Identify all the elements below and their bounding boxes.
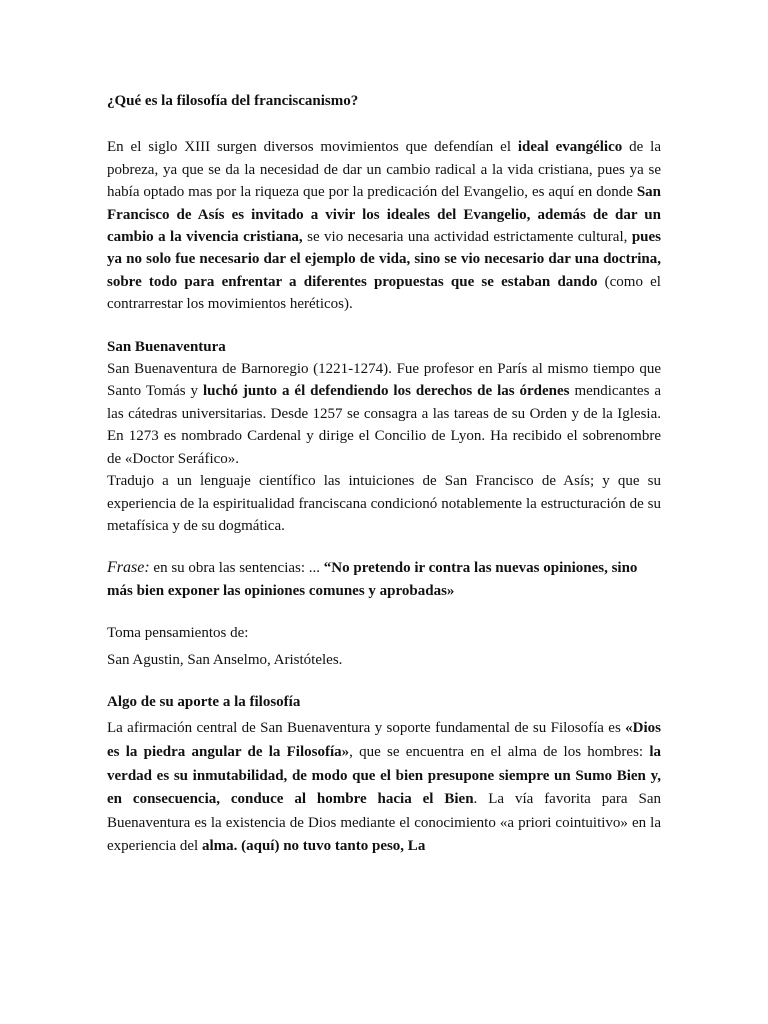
section-heading-buenaventura: San Buenaventura bbox=[107, 338, 226, 355]
text-run: , que se encuentra en el alma de los hombres: bbox=[349, 743, 650, 760]
toma-label: Toma pensamientos de: bbox=[107, 625, 249, 642]
paragraph-aporte bbox=[107, 717, 661, 859]
bold-run: San Francisco de Asís es invitado a vivir los ideales del Evangelio, además de dar un cambio a la vivencia cristiana, bbox=[107, 184, 661, 246]
text-run: de la pobreza, ya que se da la necesidad de dar un cambio radical a la vida cristiana, pues ya se había optado mas por la riqueza que por la predicación del Evangelio, es aquí en donde bbox=[107, 139, 661, 201]
bold-run: pues ya no solo fue necesario dar el ejemplo de vida, sino se vio necesario dar una doctrina, sobre todo para enfrentar a diferentes propuestas que se estaban dando bbox=[107, 229, 661, 290]
bold-run: la verdad es su inmutabilidad, de modo que el bien presupone siempre un Sumo Bien y, en consecuencia, conduce al hombre hacia el Bien bbox=[107, 743, 661, 808]
paragraph-buenaventura-bio bbox=[107, 358, 661, 470]
text-run: se vio necesaria una actividad estrictamente cultural, bbox=[302, 229, 632, 246]
text-run: (como el contrarrestar los movimientos heréticos). bbox=[107, 273, 661, 313]
paragraph-frase bbox=[107, 557, 661, 602]
bold-run: alma. (aquí) no tuvo tanto peso, La bbox=[201, 838, 426, 855]
text-run: . La vía favorita para San Buenaventura es la existencia de Dios mediante el conocimiento «a priori cointuitivo» en la experiencia del bbox=[107, 791, 661, 855]
bold-run: luchó junto a él defendiendo los derechos de las órdenes bbox=[202, 383, 570, 400]
text-run: San Buenaventura de Barnoregio (1221-1274). Fue profesor en París al mismo tiempo que Santo Tomás y bbox=[107, 361, 661, 400]
section-heading-franciscanismo: ¿Qué es la filosofía del franciscanismo? bbox=[107, 93, 359, 109]
bold-run: ideal evangélico bbox=[517, 139, 623, 156]
paragraph-buenaventura-tradujo: Tradujo a un lenguaje científico las intuiciones de San Francisco de Asís; y que su experiencia de la espiritualidad franciscana condicionó notablemente la estructuración de su metafísica y de su dogmática. bbox=[107, 473, 661, 534]
section-heading-aporte: Algo de su aporte a la filosofía bbox=[107, 693, 301, 710]
text-run: En el siglo XIII surgen diversos movimientos que defendían el bbox=[107, 139, 518, 156]
toma-list: San Agustin, San Anselmo, Aristóteles. bbox=[107, 651, 343, 668]
text-run: mendicantes a las cátedras universitarias. Desde 1257 se consagra a las tareas de su Orden y de la Iglesia. En 1273 es nombrado Cardenal y dirige el Concilio de Lyon. Ha recibido el sobrenombre de «Doctor Seráfico». bbox=[107, 383, 661, 467]
document-page bbox=[107, 90, 661, 859]
frase-quote: “No pretendo ir contra las nuevas opiniones, sino más bien exponer las opiniones comunes y aprobadas» bbox=[107, 560, 638, 599]
frase-intro: en su obra las sentencias: ... bbox=[149, 560, 324, 577]
bold-run: «Dios es la piedra angular de la Filosofía» bbox=[107, 720, 661, 760]
frase-label: Frase: bbox=[107, 559, 150, 577]
paragraph-franciscanismo bbox=[107, 136, 661, 315]
text-run: La afirmación central de San Buenaventura y soporte fundamental de su Filosofía es bbox=[107, 720, 626, 737]
